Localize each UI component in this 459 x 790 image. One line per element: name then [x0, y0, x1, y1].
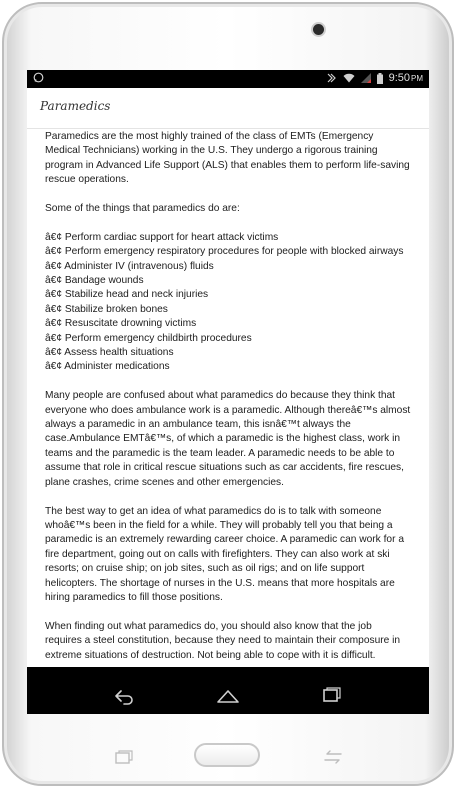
home-icon[interactable]: [216, 687, 240, 705]
back-icon[interactable]: [111, 687, 135, 705]
article-body: [27, 129, 429, 663]
hardware-home-button[interactable]: [194, 743, 260, 767]
navigation-bar: [27, 679, 429, 714]
article-paragraph-4: When finding out what paramedics do, you should also know that the job requires a steel constitution, because they need to maintain their composure in extreme situations of destruction. Not being able to cope with it is difficult.: [45, 620, 401, 661]
list-intro: Some of the things that paramedics do are:: [45, 203, 240, 215]
list-item: â€¢ Administer medications: [45, 361, 170, 373]
device-screen: [27, 70, 429, 714]
list-item: â€¢ Perform emergency respiratory procedures for people with blocked airways: [45, 246, 404, 258]
list-item: â€¢ Administer IV (intravenous) fluids: [45, 260, 214, 272]
whatsapp-icon: [33, 72, 44, 86]
clock-ampm: PM: [411, 74, 423, 83]
battery-icon: [377, 73, 383, 84]
list-item: â€¢ Perform cardiac support for heart attack victims: [45, 231, 279, 243]
list-item: â€¢ Bandage wounds: [45, 275, 144, 287]
list-item: â€¢ Assess health situations: [45, 347, 174, 359]
status-time: [389, 72, 423, 84]
list-item: â€¢ Resuscitate drowning victims: [45, 318, 197, 330]
app-bar: [27, 88, 429, 129]
clock-time: 9:50: [388, 72, 410, 84]
front-camera: [313, 24, 324, 35]
hardware-back-key[interactable]: [322, 750, 344, 764]
page-title: Paramedics: [40, 99, 111, 113]
vibrate-icon: [327, 73, 337, 84]
list-item: â€¢ Perform emergency childbirth procedures: [45, 332, 252, 344]
recent-apps-icon[interactable]: [319, 687, 343, 705]
list-item: â€¢ Stabilize head and neck injuries: [45, 289, 209, 301]
article-intro: Paramedics are the most highly trained of the class of EMTs (Emergency Medical Technicians) working in the U.S. They undergo a rigorous training program in Advanced Life Support (ALS) that enables them to perform life-saving rescue operations.: [45, 131, 410, 186]
status-bar: [27, 70, 429, 88]
article-scroll-view[interactable]: [27, 129, 429, 667]
article-paragraph-2: Many people are confused about what paramedics do because they think that everyone who does ambulance work is a paramedic. Although thereâ€™s almost always a paramedic in an ambulance team, this isnâ€™t always the case.Ambulance EMTâ€™s, of which a paramedic is the highest class, work in teams and the paramedic is the team leader. A paramedic needs to be able to assume that role in critical rescue situations such as car accidents, fire rescues, plane crashes, crime scenes and other emergencies.: [45, 390, 411, 488]
list-item: â€¢ Stabilize broken bones: [45, 303, 168, 315]
signal-icon: [361, 73, 371, 83]
hardware-recent-key[interactable]: [114, 750, 134, 764]
article-paragraph-3: The best way to get an idea of what paramedics do is to talk with someone whoâ€™s been in the field for a while. They will probably tell you that being a paramedic is an extremely rewarding career choice. A paramedic can work for a fire department, going out on calls with firefighters. They can also work at ski resorts; on cruise ship; on job sites, such as oil rigs; and on life support helicopters. The shortage of nurses in the U.S. means that more hospitals are hiring paramedics to fill those positions.: [45, 505, 404, 603]
wifi-icon: [343, 73, 355, 83]
duties-list: [45, 231, 411, 375]
